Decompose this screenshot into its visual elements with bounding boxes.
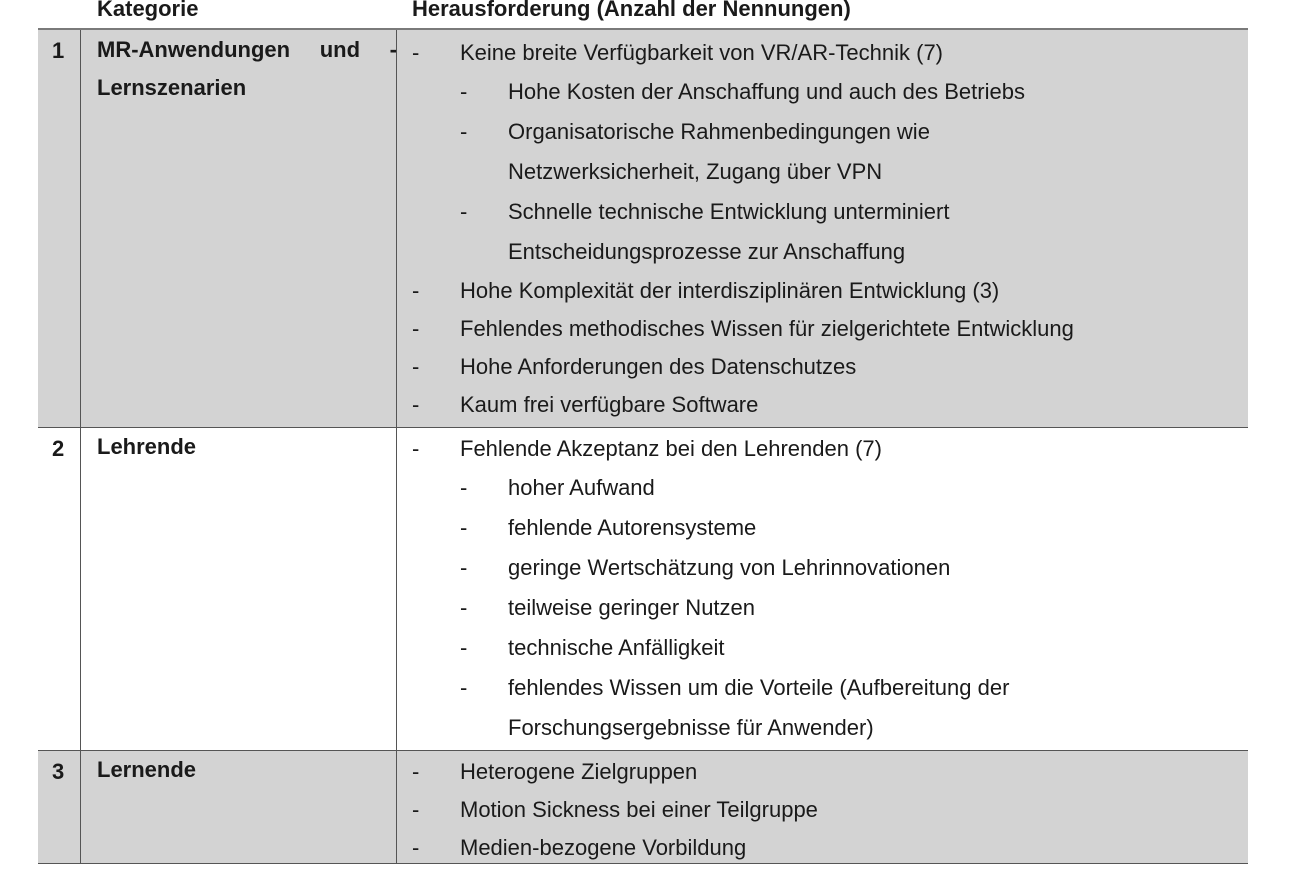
row-number: 1 bbox=[52, 38, 65, 63]
table-row-1 bbox=[38, 30, 1248, 428]
row-category: Lehrende bbox=[97, 434, 197, 459]
row-category: Lernende bbox=[97, 757, 197, 782]
sub-list-item: - fehlende Autorensysteme bbox=[460, 515, 757, 540]
row-items bbox=[412, 430, 1248, 748]
challenges-table bbox=[38, 0, 1248, 864]
list-item: - Fehlendes methodisches Wissen für zielgerichtete Entwicklung bbox=[412, 316, 1074, 341]
table-row-3 bbox=[38, 751, 1248, 864]
sub-list-item: - hoher Aufwand bbox=[460, 475, 655, 500]
list-item: - Fehlende Akzeptanz bei den Lehrenden (7) bbox=[412, 436, 882, 461]
sub-list-item: - fehlendes Wissen um die Vorteile (Aufbereitung der Forschungsergebnisse für Anwender) bbox=[460, 675, 1010, 740]
row-number: 3 bbox=[52, 759, 65, 784]
sub-list-item: - Organisatorische Rahmenbedingungen wie Netzwerksicherheit, Zugang über VPN bbox=[460, 119, 930, 184]
sub-list-item: - Hohe Kosten der Anschaffung und auch des Betriebs bbox=[460, 79, 1025, 104]
sub-list-item: - teilweise geringer Nutzen bbox=[460, 595, 756, 620]
sub-list-item: - technische Anfälligkeit bbox=[460, 635, 725, 660]
row-number: 2 bbox=[52, 436, 65, 461]
sub-list-item: - Schnelle technische Entwicklung unterminiert Entscheidungsprozesse zur Anschaffung bbox=[460, 199, 950, 264]
row-items bbox=[412, 34, 1248, 424]
table-row-2 bbox=[38, 428, 1248, 751]
list-item: - Hohe Komplexität der interdisziplinären Entwicklung (3) bbox=[412, 278, 1000, 303]
list-item: - Kaum frei verfügbare Software bbox=[412, 392, 759, 417]
header-challenge: Herausforderung (Anzahl der Nennungen) bbox=[412, 0, 851, 21]
list-item: - Medien-bezogene Vorbildung bbox=[412, 835, 747, 860]
table-header bbox=[38, 0, 1248, 30]
list-item: - Hohe Anforderungen des Datenschutzes bbox=[412, 354, 857, 379]
sub-list-item: - geringe Wertschätzung von Lehrinnovationen bbox=[460, 555, 951, 580]
list-item: - Heterogene Zielgruppen bbox=[412, 759, 698, 784]
row-category: MR-Anwendungen und -Lernszenarien bbox=[97, 37, 397, 100]
header-category: Kategorie bbox=[97, 0, 199, 21]
row-items bbox=[412, 753, 1248, 867]
list-item: - Keine breite Verfügbarkeit von VR/AR-Technik (7) bbox=[412, 40, 944, 65]
list-item: - Motion Sickness bei einer Teilgruppe bbox=[412, 797, 818, 822]
